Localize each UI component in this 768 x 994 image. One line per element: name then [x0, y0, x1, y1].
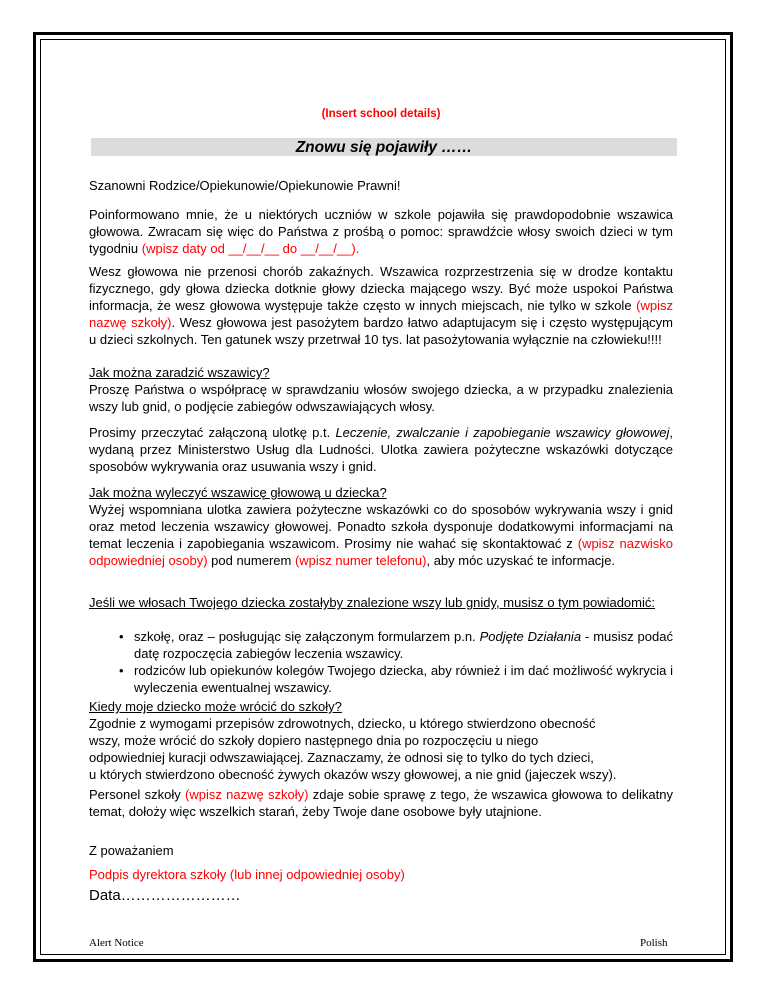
section-return-heading: Kiedy moje dziecko może wrócić do szkoły? — [89, 699, 342, 714]
notify-list-item-school — [89, 628, 673, 662]
section-prevention — [89, 364, 673, 415]
section-notify-heading — [89, 594, 673, 611]
paragraph-intro-end: . — [355, 241, 360, 256]
section-prevention-text: Proszę Państwa o współpracę w sprawdzaniu włosów swojego dziecka, a w przypadku znalezienia wszy lub gnid, o podjęcie zabiegów odwszawiających włosy. — [89, 382, 673, 414]
section-treatment-text-2: pod numerem — [207, 553, 295, 568]
paragraph-leaflet — [89, 424, 673, 475]
section-return-line-3: odpowiedniej kuracji odwszawiającej. Zaznaczamy, że odnosi się to tylko do tych dzieci, — [89, 750, 594, 765]
notify-list — [89, 628, 673, 696]
section-prevention-heading: Jak można zaradzić wszawicy? — [89, 365, 270, 380]
letter-title: Znowu się pojawiły …… — [91, 138, 677, 156]
section-notify-heading-text: Jeśli we włosach Twojego dziecka zostałyby znalezione wszy lub gnidy, musisz o tym powiadomić: — [89, 595, 655, 610]
date-range-placeholder: (wpisz daty od __/__/__ do __/__/__) — [141, 241, 356, 256]
action-form-title: Podjęte Działania — [479, 629, 582, 644]
paragraph-headlice-text-2: . Wesz głowowa jest pasożytem bardzo łatwo adaptujacym się i często występującym u dzieci szkolnych. Ten gatunek wszy przetrwał 10 tys. lat pasożytowania wyłącznie na człowieku!!!! — [89, 315, 674, 347]
greeting: Szanowni Rodzice/Opiekunowie/Opiekunowie Prawni! — [89, 178, 401, 193]
signature-placeholder: Podpis dyrektora szkoły (lub innej odpowiedniej osoby) — [89, 867, 405, 882]
paragraph-headlice-text-1: Wesz głowowa nie przenosi chorób zakaźnych. Wszawica rozprzestrzenia się w drodze kontaktu fizycznego, gdy głowa dziecka dotknie głowy dziecka mającego wszy. Być może uspokoi Państwa informacja, że wesz głowowa występuje także często w innych miejscach, nie tylko w szkole — [89, 264, 673, 313]
date-line: Data…………………… — [89, 887, 241, 904]
footer-right: Polish — [640, 937, 668, 949]
bullet-icon: • — [119, 663, 124, 678]
school-details-placeholder: (Insert school details) — [321, 108, 441, 120]
paragraph-privacy-text-1: Personel szkoły — [89, 787, 186, 802]
section-return-to-school — [89, 698, 673, 783]
section-return-line-4: u których stwierdzono obecność żywych okazów wszy głowowej, a nie gnid (jajeczek wszy). — [89, 767, 617, 782]
notify-school-text-2: - musisz podać datę rozpoczęcia zabiegów leczenia wszawicy. — [134, 629, 673, 661]
section-return-line-1: Zgodnie z wymogami przepisów zdrowotnych, dziecko, u którego stwierdzono obecność — [89, 716, 596, 731]
paragraph-privacy-text-2: zdaje sobie sprawę z tego, że wszawica głowowa to delikatny temat, dołoży więc wszelkich starań, żeby Twoje dane osobowe były utajnione. — [89, 787, 673, 819]
paragraph-intro-text: Poinformowano mnie, że u niektórych uczniów w szkole pojawiła się prawdopodobnie wszawica głowowa. Zwracam się więc do Państwa z prośbą o pomoc: sprawdźcie włosy swoich dzieci w tym tygodniu — [89, 207, 673, 256]
section-treatment-text-3: , aby móc uzyskać te informacje. — [426, 553, 616, 568]
notify-list-item-parents — [89, 662, 673, 696]
paragraph-intro — [89, 206, 673, 257]
closing-regards: Z poważaniem — [89, 843, 174, 858]
phone-number-placeholder: (wpisz numer telefonu) — [294, 553, 427, 568]
section-return-line-2: wszy, może wrócić do szkoły dopiero następnego dnia po rozpoczęciu u niego — [89, 733, 539, 748]
paragraph-leaflet-text-2: , wydaną przez Ministerstwo Usług dla Ludności. Ulotka zawiera pożyteczne wskazówki dotyczące sposobów wykrywania oraz usuwania wszy i gnid. — [89, 425, 673, 474]
section-treatment-heading: Jak można wyleczyć wszawicę głowową u dziecka? — [89, 485, 387, 500]
footer-left: Alert Notice — [89, 937, 144, 949]
section-treatment — [89, 484, 673, 569]
paragraph-privacy — [89, 786, 673, 820]
paragraph-leaflet-text-1: Prosimy przeczytać załączoną ulotkę p.t. — [89, 425, 336, 440]
leaflet-title: Leczenie, zwalczanie i zapobieganie wszawicy głowowej — [335, 425, 670, 440]
school-name-placeholder: (wpisz nazwę szkoły) — [89, 298, 673, 330]
school-name-placeholder-2: (wpisz nazwę szkoły) — [185, 787, 309, 802]
notify-school-text-1: szkołę, oraz – posługując się załączonym formularzem p.n. — [134, 629, 480, 644]
section-treatment-text-1: Wyżej wspomniana ulotka zawiera pożyteczne wskazówki co do sposobów wykrywania wszy i gnid oraz metod leczenia wszawicy głowowej. Ponadto szkoła dysponuje dodatkowymi informacjami na temat leczenia i zapobiegania wszawicom. Prosimy nie wahać się skontaktować z — [89, 502, 673, 551]
paragraph-headlice-info — [89, 263, 673, 348]
notify-parents-text: rodziców lub opiekunów kolegów Twojego dziecka, aby również i im dać możliwość wykrycia i wyleczenia ewentualnej wszawicy. — [134, 663, 673, 695]
bullet-icon: • — [119, 629, 124, 644]
contact-name-placeholder: (wpisz nazwisko odpowiedniej osoby) — [89, 536, 673, 568]
